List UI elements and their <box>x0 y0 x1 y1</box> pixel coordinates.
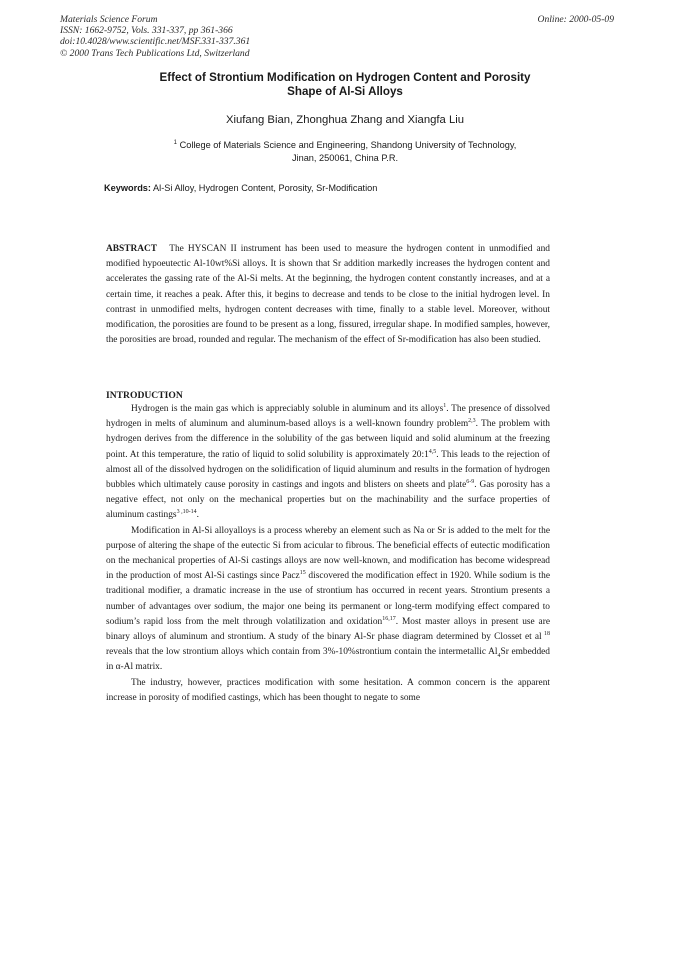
title-line-2: Shape of Al-Si Alloys <box>287 85 403 98</box>
online-date: Online: 2000-05-09 <box>537 14 614 25</box>
title-line-1: Effect of Strontium Modification on Hydrogen Content and Porosity <box>159 71 531 84</box>
citation: 2,3 <box>468 418 476 425</box>
affiliation-line-2: Jinan, 250061, China P.R. <box>291 152 399 163</box>
journal-header <box>60 14 250 59</box>
issn-line: ISSN: 1662-9752, Vols. 331-337, pp 361-366 <box>60 25 233 37</box>
citation: 18 <box>541 630 551 637</box>
abstract-label: ABSTRACT <box>106 244 158 254</box>
authors: Xiufang Bian, Zhonghua Zhang and Xiangfa Liu <box>225 114 465 126</box>
p1-text-4: . This leads to the rejection of almost all of the dissolved hydrogen on the solidification of liquid aluminum and results in the formation of hydrogen bubbles which ultimately cause porosity in castings and ingots and blisters on sheets and plate <box>106 449 551 491</box>
p1-text-6: . <box>196 510 199 521</box>
intro-paragraph-3: The industry, however, practices modification with some hesitation. A common concern is the apparent increase in porosity of modified castings, which has been thought to negate to some <box>106 677 550 703</box>
p2-text-2: discovered the modification effect in 1920. While sodium is the traditional modifier, a dramatic increase in the use of strontium has occurred in recent years. Strontium presents a number of advantages over sodium, the major one being its permanent or long-term modifying effect compared to sodium’s rapid loss from the melt through volatilization and oxidation <box>106 571 550 627</box>
citation: 3 ,10-14 <box>176 509 197 516</box>
paper-title <box>80 71 610 99</box>
subscript: 4 <box>497 653 501 660</box>
p1-text-3: . The problem with hydrogen derives from the difference in the solubility of the gas between liquid and solid aluminum at the freezing point. At this temperature, the ratio of liquid to solid solubility is approximately 20:1 <box>106 419 550 460</box>
abstract <box>106 242 550 348</box>
affiliation-mark: 1 <box>173 139 178 146</box>
p1-text-5: . Gas porosity has a negative effect, not only on the mechanical properties but on the machinability and the surface properties of aluminum castings <box>106 480 551 521</box>
p2-text-4: reveals that the low strontium alloys which contain from 3%-10%strontium contain the intermetallic Al <box>106 647 498 658</box>
citation: 4,5 <box>428 448 437 455</box>
intro-paragraph-1 <box>106 402 550 524</box>
abstract-text: The HYSCAN II instrument has been used to measure the hydrogen content in unmodified and modified hypoeutectic Al-10wt%Si alloys. It is shown that Sr addition markedly increases the hydrogen content and accelerates the gassing rate of the Al-Si melts. At the beginning, the hydrogen content constantly increases, and at a certain time, it reaches a peak. After this, it begins to decrease and tends to be close to the initial hydrogen level. In contrast in unmodified melts, hydrogen content decreases with time, finally to a stable level. Moreover, without modification, the porosities are found to be present as a long, fissured, irregular shape. In modified samples, however, the porosities are broad, rounded and regular. The mechanism of the effect of Sr-modification has also been studied. <box>106 244 550 346</box>
affiliation <box>100 139 590 164</box>
p2-text-3: . Most master alloys in present use are binary alloys of aluminum and strontium. A study of the binary Al-Sr phase diagram determined by Closset et al <box>106 616 550 643</box>
doi-line[interactable]: doi:10.4028/www.scientific.net/MSF.331-337.361 <box>60 36 251 48</box>
intro-heading: INTRODUCTION <box>106 390 183 401</box>
keywords-label: Keywords: <box>104 183 151 193</box>
citation: 15 <box>299 570 306 577</box>
affiliation-line-1: College of Materials Science and Engineering, Shandong University of Technology, <box>179 140 517 150</box>
keywords <box>104 183 584 193</box>
p2-text-1: Modification in Al-Si alloyalloys is a process whereby an element such as Na or Sr is added to the melt for the purpose of altering the shape of the eutectic Si from acicular to fibrous. The beneficial effects of eutectic modification on the mechanical properties of Al-Si castings alloys are now well-known, and modification has become widespread in the production of most Al-Si castings since Pacz <box>106 525 550 582</box>
p1-text-1: Hydrogen is the main gas which is appreciably soluble in aluminum and its alloys <box>131 404 444 414</box>
keywords-text: Al-Si Alloy, Hydrogen Content, Porosity, Sr-Modification <box>153 183 378 193</box>
citation: 1 <box>443 402 447 409</box>
citation: 16,17 <box>382 615 396 622</box>
p2-text-5: Sr embedded in α-Al matrix. <box>106 647 550 673</box>
journal-name: Materials Science Forum <box>60 14 158 25</box>
citation: 6-9 <box>466 478 475 485</box>
introduction-body <box>106 402 550 706</box>
p1-text-2: . The presence of dissolved hydrogen in melts of aluminum and aluminum-based alloys is a well-known foundry problem <box>106 404 550 430</box>
intro-paragraph-2 <box>106 524 550 676</box>
copyright-line: © 2000 Trans Tech Publications Ltd, Switzerland <box>60 47 250 59</box>
